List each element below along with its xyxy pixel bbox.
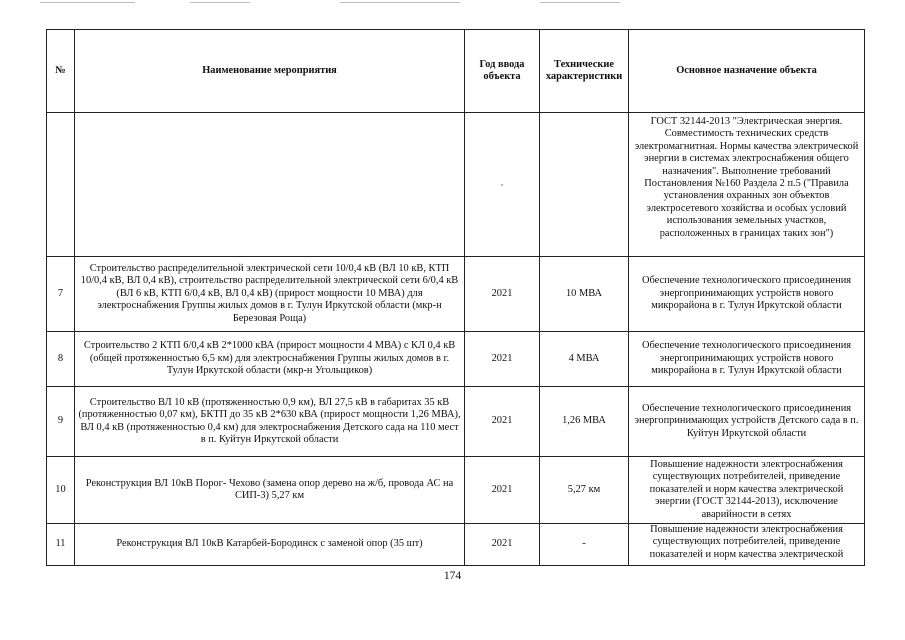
measures-table bbox=[46, 29, 865, 566]
header-year: Год ввода объекта bbox=[465, 30, 540, 113]
row-num: 9 bbox=[47, 387, 75, 457]
row-name bbox=[75, 113, 465, 257]
row-name: Реконструкция ВЛ 10кВ Порог- Чехово (замена опор дерево на ж/б, провода АС на СИП-3) 5,27 км bbox=[75, 457, 465, 524]
header-purpose: Основное назначение объекта bbox=[629, 30, 865, 113]
scan-marks bbox=[40, 0, 860, 6]
row-num: 8 bbox=[47, 332, 75, 387]
scan-speck bbox=[501, 184, 503, 186]
table-row bbox=[47, 457, 865, 524]
table-header-row bbox=[47, 30, 865, 113]
row-purpose: Обеспечение технологического присоединения энергопринимающих устройств нового микрорайона в г. Тулун Иркутской области bbox=[629, 332, 865, 387]
header-name: Наименование мероприятия bbox=[75, 30, 465, 113]
row-tech: 4 МВА bbox=[540, 332, 629, 387]
header-num: № bbox=[47, 30, 75, 113]
row-tech: 5,27 км bbox=[540, 457, 629, 524]
row-year: 2021 bbox=[465, 524, 540, 566]
row-purpose: Обеспечение технологического присоединения энергопринимающих устройств нового микрорайона в г. Тулун Иркутской области bbox=[629, 257, 865, 332]
row-tech bbox=[540, 113, 629, 257]
row-purpose: Повышение надежности электроснабжения существующих потребителей, приведение показателей и норм качества электрической энергии (ГОСТ 32144-2013), исключение аварийности в сетях bbox=[629, 457, 865, 524]
row-name: Строительство 2 КТП 6/0,4 кВ 2*1000 кВА (прирост мощности 4 МВА) с КЛ 0,4 кВ (общей протяженностью 6,5 км) для электроснабжения Группы жилых домов в г. Тулун Иркутской области (мкр-н Угольщиков) bbox=[75, 332, 465, 387]
row-purpose: Повышение надежности электроснабжения существующих потребителей, приведение показателей и норм качества электрической bbox=[629, 524, 865, 566]
row-year: 2021 bbox=[465, 387, 540, 457]
row-tech: - bbox=[540, 524, 629, 566]
header-tech: Технические характеристики bbox=[540, 30, 629, 113]
row-purpose: Обеспечение технологического присоединения энергопринимающих устройств Детского сада в п. Куйтун Иркутской области bbox=[629, 387, 865, 457]
row-num bbox=[47, 113, 75, 257]
row-purpose: ГОСТ 32144-2013 "Электрическая энергия. Совместимость технических средств электромагнитная. Нормы качества электрической энергии в системах электроснабжения общего назначения". Выполнение требований Постановления №160 Раздела 2 п.5 ("Правила установления охранных зон объектов электросетевого хозяйства и особых условий использования земельных участков, расположенных в границах таких зон") bbox=[629, 113, 865, 257]
table-row bbox=[47, 524, 865, 566]
row-tech: 1,26 МВА bbox=[540, 387, 629, 457]
table-row bbox=[47, 387, 865, 457]
row-year bbox=[465, 113, 540, 257]
row-year: 2021 bbox=[465, 332, 540, 387]
row-num: 7 bbox=[47, 257, 75, 332]
row-year: 2021 bbox=[465, 257, 540, 332]
row-tech: 10 МВА bbox=[540, 257, 629, 332]
row-num: 11 bbox=[47, 524, 75, 566]
table-row bbox=[47, 113, 865, 257]
row-name: Строительство ВЛ 10 кВ (протяженностью 0,9 км), ВЛ 27,5 кВ в габаритах 35 кВ (протяженностью 0,07 км), БКТП до 35 кВ 2*630 кВА (прирост мощности 1,26 МВА), ВЛ 0,4 кВ (протяженностью 0,4 км) для электроснабжения Детского сада на 110 мест в п. Куйтун Иркутской области bbox=[75, 387, 465, 457]
row-num: 10 bbox=[47, 457, 75, 524]
table-row bbox=[47, 332, 865, 387]
page-number: 174 bbox=[443, 570, 462, 582]
row-name: Реконструкция ВЛ 10кВ Катарбей-Бородинск с заменой опор (35 шт) bbox=[75, 524, 465, 566]
row-name: Строительство распределительной электрической сети 10/0,4 кВ (ВЛ 10 кВ, КТП 10/0,4 кВ, ВЛ 0,4 кВ), строительство распределительной электрической сети 6/0,4 кВ (ВЛ 6 кВ, КТП 6/0,4 кВ, ВЛ 0,4 кВ) (прирост мощности 10 МВА) для электроснабжения Группы жилых домов в г. Тулун Иркутской области (мкр-н Березовая Роща) bbox=[75, 257, 465, 332]
row-year: 2021 bbox=[465, 457, 540, 524]
table-row bbox=[47, 257, 865, 332]
